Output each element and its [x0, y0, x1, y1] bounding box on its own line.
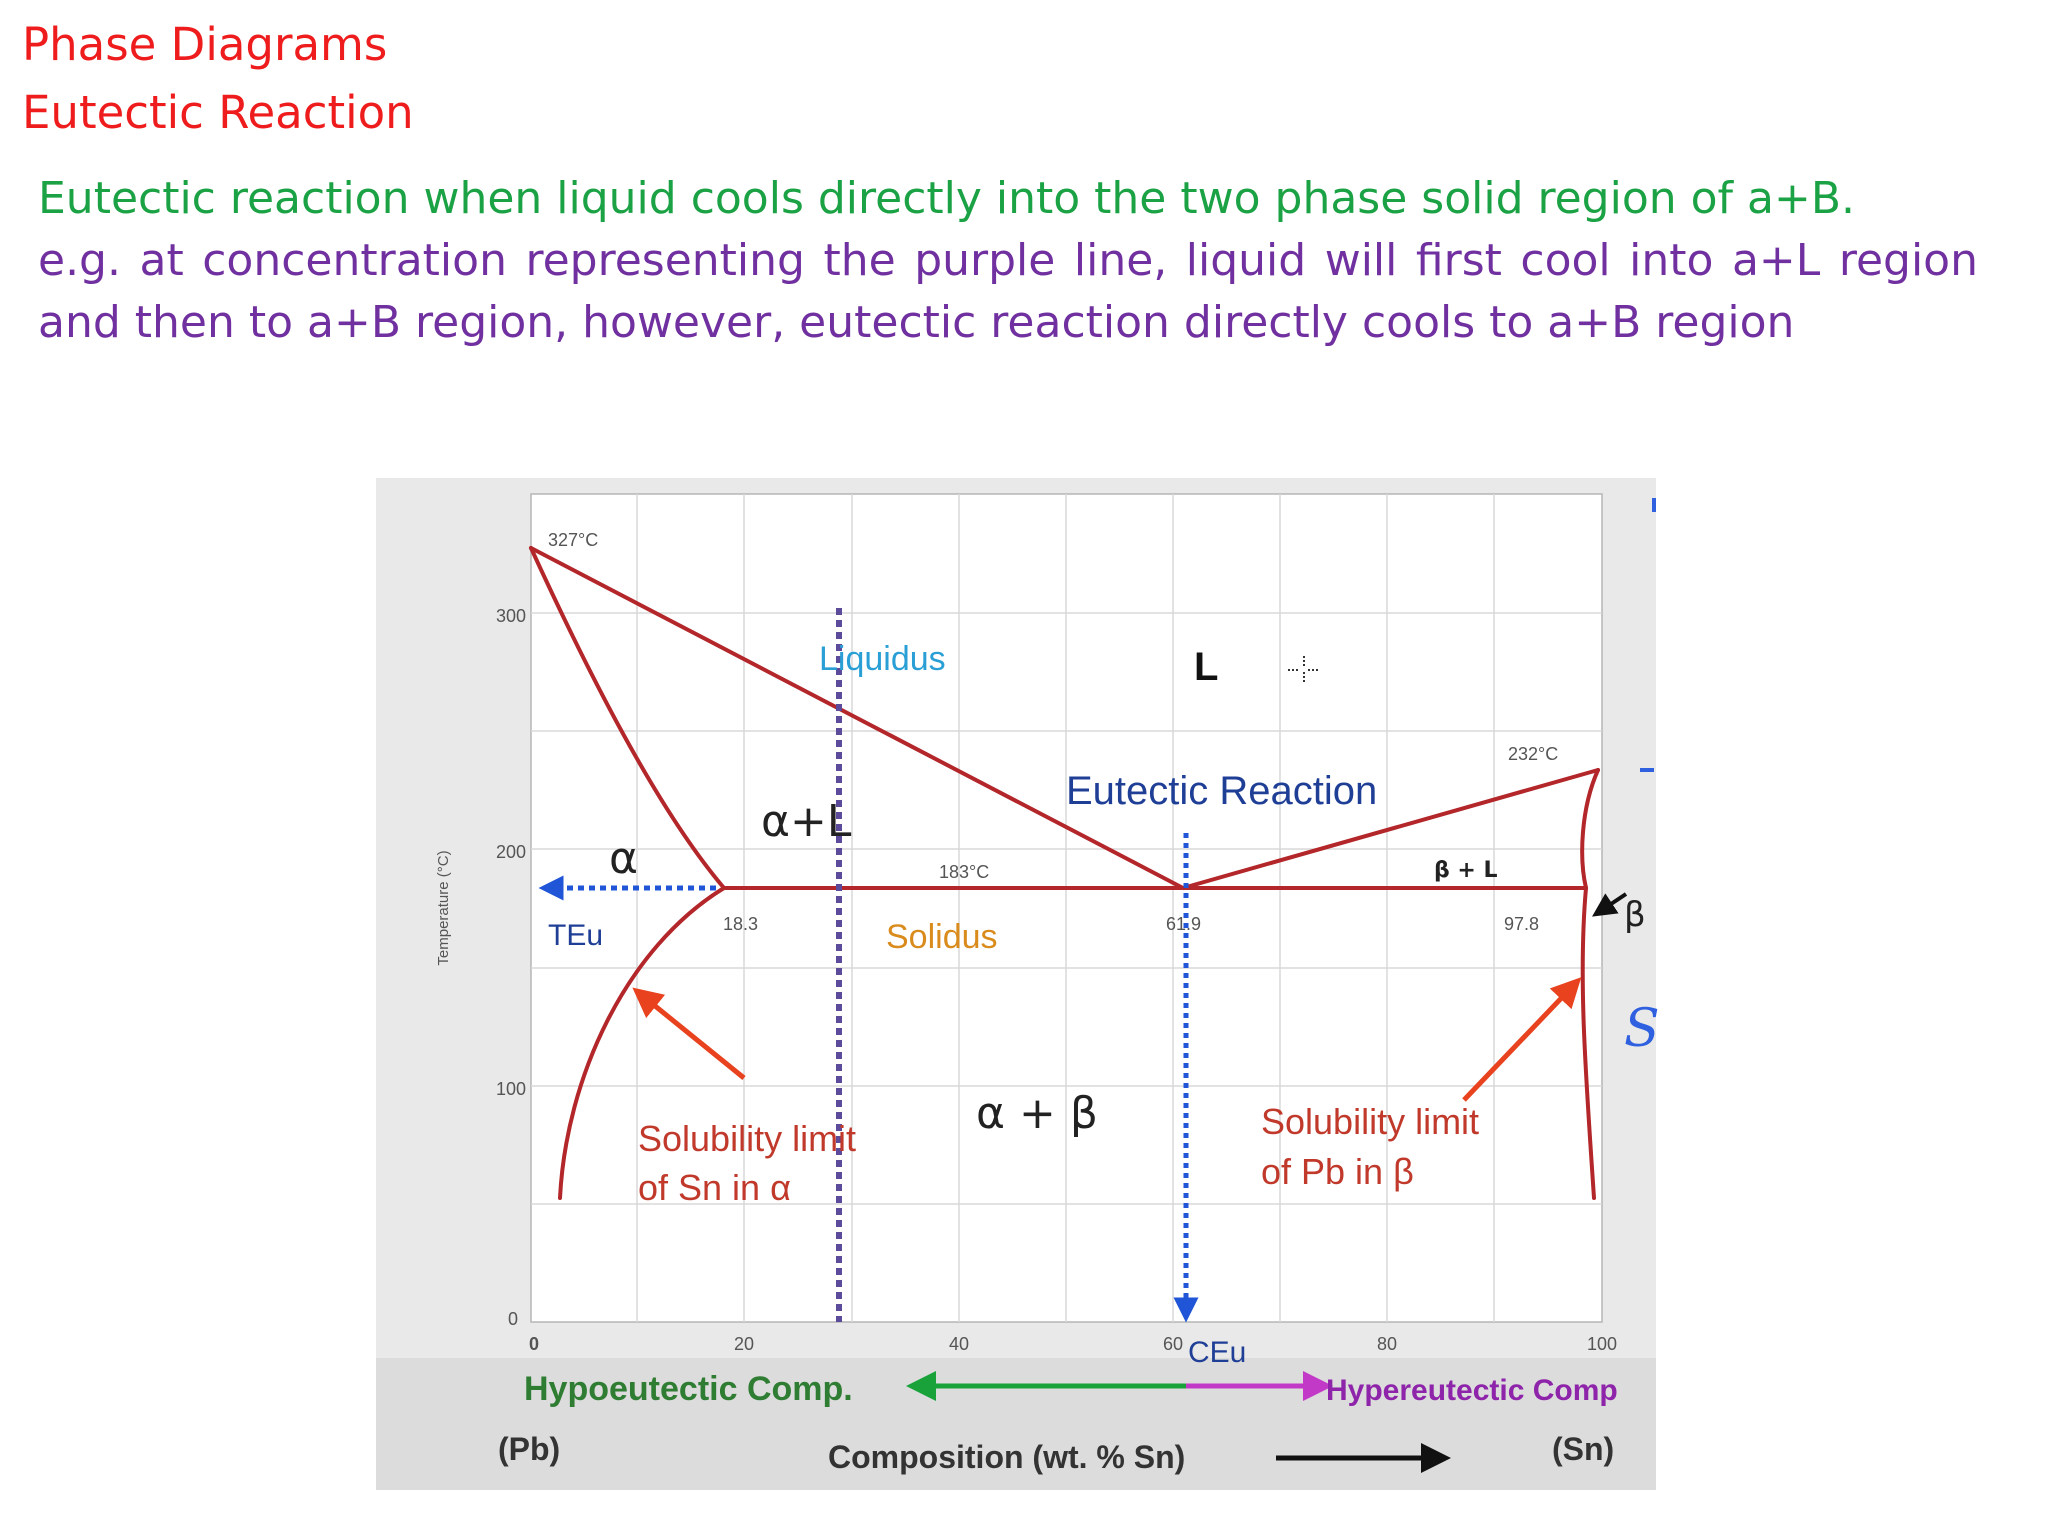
- region-liquid: L: [1194, 645, 1219, 689]
- solubility-alpha-line2: of Sn in α: [638, 1167, 791, 1208]
- phase-diagram-figure: [376, 478, 1660, 1490]
- example-text: e.g. at concentration representing the purple line, liquid will first cool into a+L region and then to a+B region, however, eutectic reaction directly cools to a+B region: [38, 235, 1978, 348]
- region-alpha: α: [609, 833, 639, 884]
- pb-melting-label: 327°C: [548, 530, 599, 550]
- solubility-beta-line2: of Pb in β: [1261, 1151, 1414, 1192]
- solidus-label: Solidus: [886, 918, 998, 956]
- liquidus-label: Liquidus: [819, 640, 946, 678]
- teu-label: TEu: [548, 919, 604, 952]
- y-tick-100: 100: [495, 1079, 526, 1099]
- eutectic-temp-label: 183°C: [939, 862, 990, 882]
- slide-subtitle: Eutectic Reaction: [22, 86, 414, 139]
- slide-title: Phase Diagrams: [22, 18, 388, 71]
- handwritten-s: S: [1624, 999, 1660, 1059]
- hypoeutectic-label: Hypoeutectic Comp.: [524, 1370, 853, 1408]
- sn-melting-label: 232°C: [1508, 744, 1559, 764]
- region-alpha-liquid: α+L: [761, 796, 852, 847]
- alpha-limit-label: 18.3: [723, 914, 759, 934]
- eutectic-reaction-label: Eutectic Reaction: [1066, 769, 1378, 813]
- composition-axis-label: Composition (wt. % Sn): [828, 1439, 1186, 1475]
- x-tick-60: 60: [1162, 1334, 1184, 1354]
- y-axis-label: Temperature (°C): [435, 850, 452, 966]
- x-tick-100: 100: [1586, 1334, 1618, 1354]
- region-beta: β: [1624, 895, 1646, 935]
- hypereutectic-label: Hypereutectic Comp: [1326, 1374, 1618, 1407]
- phase-diagram-svg: [376, 478, 1660, 1490]
- eutectic-comp-label: 61.9: [1166, 914, 1202, 934]
- definition-text: Eutectic reaction when liquid cools directly into the two phase solid region of a+B.: [38, 173, 1856, 224]
- x-tick-40: 40: [948, 1334, 970, 1354]
- region-beta-liquid: β + L: [1434, 858, 1498, 883]
- solubility-beta-line1: Solubility limit: [1261, 1101, 1480, 1142]
- sn-label: (Sn): [1552, 1431, 1615, 1467]
- region-alpha-beta: α + β: [976, 1088, 1098, 1139]
- solubility-alpha-line1: Solubility limit: [638, 1118, 857, 1159]
- beta-pointer-arrow: [1602, 894, 1626, 910]
- beta-limit-label: 97.8: [1504, 914, 1540, 934]
- x-tick-20: 20: [733, 1334, 755, 1354]
- y-tick-0: 0: [507, 1309, 518, 1329]
- x-tick-0: 0: [528, 1334, 540, 1354]
- y-tick-200: 200: [495, 842, 526, 862]
- pb-label: (Pb): [498, 1431, 561, 1467]
- ceu-label: CEu: [1188, 1336, 1247, 1369]
- y-tick-300: 300: [495, 606, 526, 626]
- x-tick-80: 80: [1376, 1334, 1398, 1354]
